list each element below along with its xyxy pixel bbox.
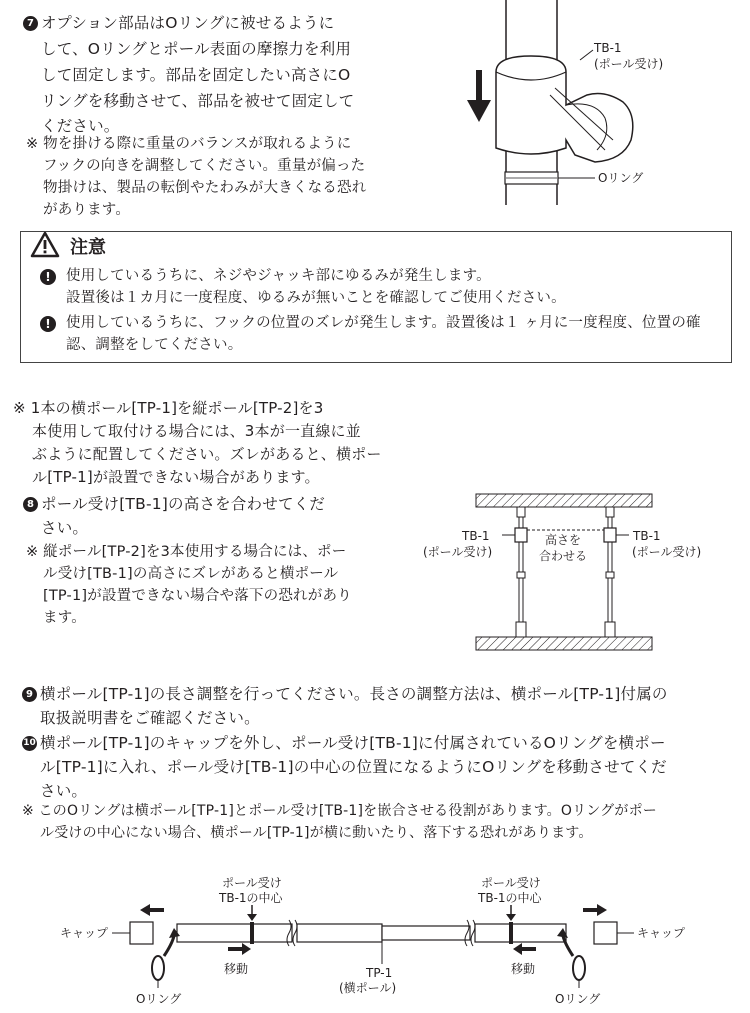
step-7-tb-label: TB-1 bbox=[594, 41, 622, 55]
caution-2-line-2: 認、調整をしてください。 bbox=[66, 337, 243, 353]
step-10-number: 10 bbox=[22, 736, 37, 751]
move-left-label: 移動 bbox=[224, 962, 249, 976]
center-right-label-1: ポール受け bbox=[481, 876, 541, 890]
caution-1-line-2: 設置後は１カ月に一度程度、ゆるみが無いことを確認してご使用ください。 bbox=[66, 290, 566, 306]
step-7-line-2: して、Oリングとポール表面の摩擦力を利用 bbox=[41, 40, 352, 58]
caution-2-line-1: 使用しているうちに、フックの位置のズレが発生します。設置後は１ ヶ月に一度程度、位置の確 bbox=[66, 315, 701, 331]
pole-tp1-label: TP-1 bbox=[366, 966, 393, 980]
step-9-line-1: 横ポール[TP-1]の長さ調整を行ってください。長さの調整方法は、横ポール[TP-1]付属の bbox=[40, 685, 668, 703]
tp1-note-3: ぶように配置してください。ズレがあると、横ポー bbox=[32, 445, 382, 463]
step-8-note-2: ル受け[TB-1]の高さにズレがあると横ポール bbox=[43, 566, 339, 582]
step-7-note-3: 物掛けは、製品の転倒やたわみが大きくなる恐れ bbox=[43, 180, 367, 196]
step-7-line-1: オプション部品はOリングに被せるように bbox=[41, 14, 335, 32]
step-7-oring-label: Oリング bbox=[598, 171, 644, 185]
step-7-line-5: ください。 bbox=[41, 117, 120, 135]
center-left-label-1: ポール受け bbox=[222, 876, 282, 890]
step-10-note-2: ル受けの中心にない場合、横ポール[TP-1]が横に動いたり、落下する恐れがあります。 bbox=[40, 825, 593, 841]
caution-2-exclamation-icon: ! bbox=[40, 316, 56, 332]
step-9-number: 9 bbox=[22, 687, 37, 702]
step-8-left-tb-label: TB-1 bbox=[462, 529, 490, 543]
step-10-line-3: さい。 bbox=[40, 782, 88, 800]
center-left-label-2: TB-1の中心 bbox=[219, 891, 283, 905]
step-8-note-4: ます。 bbox=[43, 610, 86, 626]
caution-1-line-1: 使用しているうちに、ネジやジャッキ部にゆるみが発生します。 bbox=[66, 268, 491, 284]
caution-title: 注意 bbox=[70, 237, 106, 258]
step-8-center-label-2: 合わせる bbox=[539, 549, 588, 563]
step-8-line-1: ポール受け[TB-1]の高さを合わせてくだ bbox=[41, 495, 326, 513]
step-8-line-2: さい。 bbox=[41, 519, 89, 537]
step-7-line-3: して固定します。部品を固定したい高さにO bbox=[41, 66, 351, 84]
step-8-diagram bbox=[474, 492, 654, 652]
step-7-number: 7 bbox=[23, 16, 38, 31]
tp1-note-2: 本使用して取付ける場合には、3本が一直線に並 bbox=[32, 422, 361, 440]
step-8-right-tb-sublabel: (ポール受け) bbox=[632, 545, 702, 559]
step-10-note-1: ※ このOリングは横ポール[TP-1]とポール受け[TB-1]を嵌合させる役割があります。Oリングがポー bbox=[22, 803, 657, 819]
oring-left-label: Oリング bbox=[136, 992, 182, 1006]
step-7-note-4: があります。 bbox=[43, 202, 131, 218]
step-10-line-1: 横ポール[TP-1]のキャップを外し、ポール受け[TB-1]に付属されているOリングを横ポー bbox=[40, 734, 666, 752]
step-8-number: 8 bbox=[23, 497, 38, 512]
step-8-note-3: [TP-1]が設置できない場合や落下の恐れがあり bbox=[43, 588, 352, 604]
step-8-center-label-1: 高さを bbox=[545, 533, 582, 547]
step-10-line-2: ル[TP-1]に入れ、ポール受け[TB-1]の中心の位置になるようにOリングを移動させてくだ bbox=[40, 758, 667, 776]
pole-tp1-sublabel: (横ポール) bbox=[339, 981, 397, 995]
warning-triangle-icon bbox=[30, 231, 60, 258]
step-8-right-tb-label: TB-1 bbox=[633, 529, 661, 543]
move-right-label: 移動 bbox=[511, 962, 536, 976]
caution-1-exclamation-icon: ! bbox=[40, 269, 56, 285]
step-8-left-tb-sublabel: (ポール受け) bbox=[423, 545, 493, 559]
step-9-line-2: 取扱説明書をご確認ください。 bbox=[40, 709, 260, 727]
step-7-diagram bbox=[455, 0, 685, 215]
cap-left-label: キャップ bbox=[60, 926, 109, 940]
oring-right-label: Oリング bbox=[555, 992, 601, 1006]
step-8-note-1: ※ 縦ポール[TP-2]を3本使用する場合には、ポー bbox=[26, 544, 347, 560]
tp1-note-1: ※ 1本の横ポール[TP-1]を縦ポール[TP-2]を3 bbox=[13, 399, 324, 417]
step-7-tb-sublabel: (ポール受け) bbox=[594, 57, 664, 71]
tp1-note-4: ル[TP-1]が設置できない場合があります。 bbox=[32, 468, 320, 486]
center-right-label-2: TB-1の中心 bbox=[478, 891, 542, 905]
cap-right-label: キャップ bbox=[637, 926, 686, 940]
step-7-line-4: リングを移動させて、部品を被せて固定して bbox=[41, 92, 355, 110]
step-7-note-1: ※ 物を掛ける際に重量のバランスが取れるように bbox=[26, 136, 352, 152]
step-7-note-2: フックの向きを調整してください。重量が偏った bbox=[43, 158, 366, 174]
